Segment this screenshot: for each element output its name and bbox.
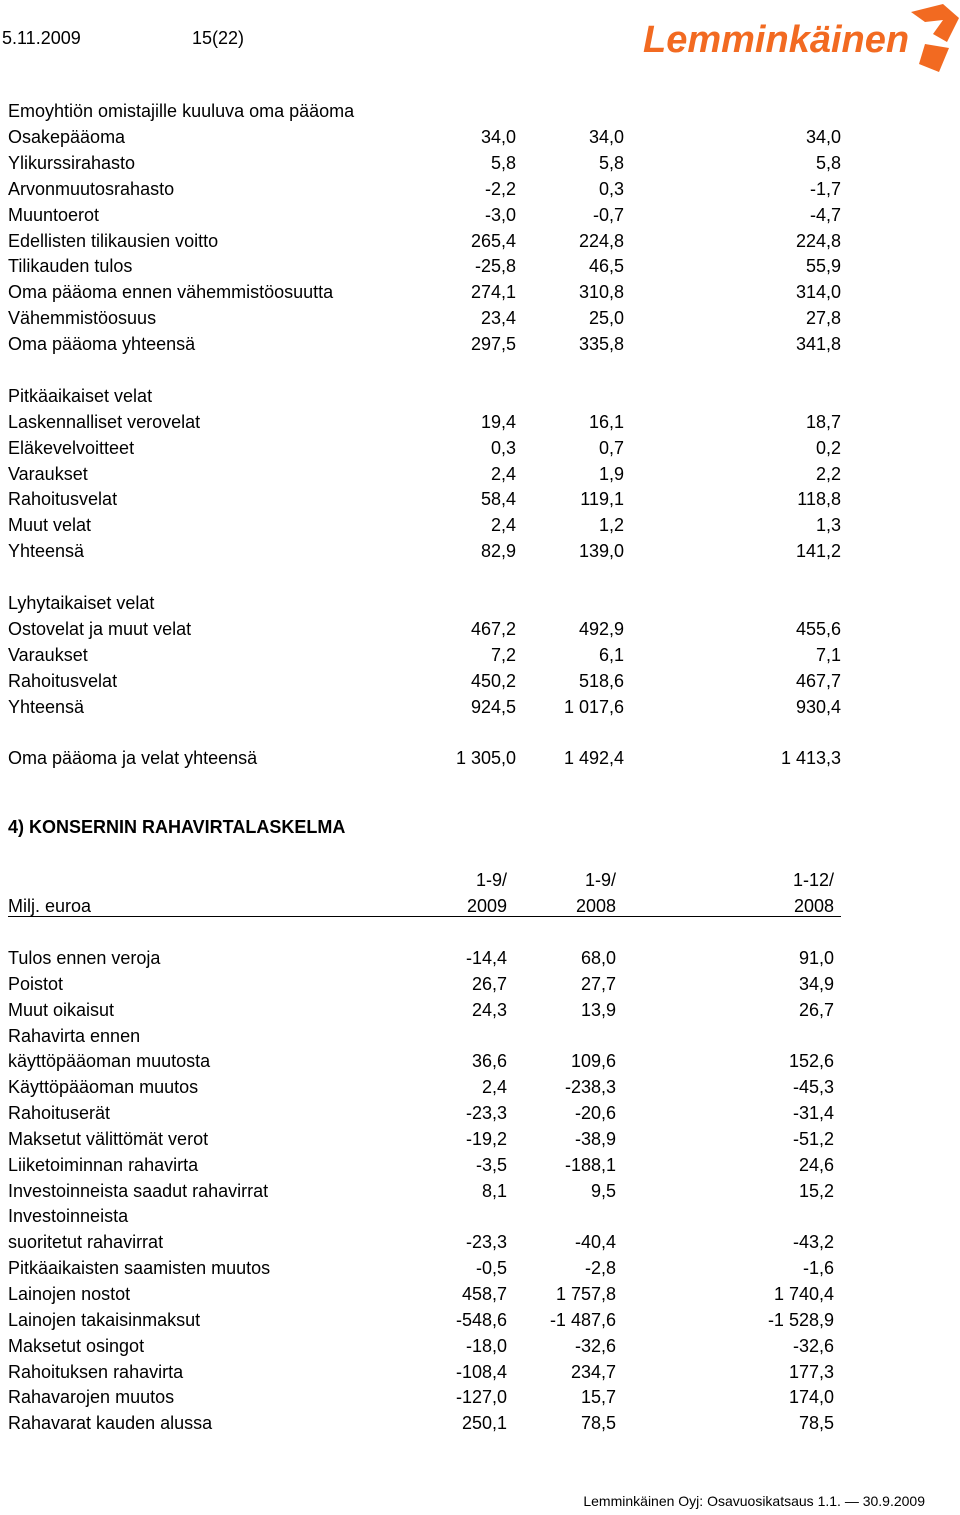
value-col-1: 8,1 [481, 1181, 507, 1201]
value-col-3: 467,7 [795, 671, 841, 691]
value-col-2: -1 487,6 [549, 1310, 616, 1330]
value-col-2: 13,9 [580, 1000, 616, 1020]
value-col-1: -0,5 [475, 1258, 507, 1278]
equity-section-title [0, 98, 960, 124]
value-col-2: 518,6 [578, 671, 624, 691]
value-col-3: 1 413,3 [780, 748, 841, 768]
value-col-3: 24,6 [798, 1155, 834, 1175]
current-row [0, 668, 960, 694]
value-col-2: 5,8 [598, 153, 624, 173]
value-col-3: 27,8 [805, 308, 841, 328]
value-col-1: 2,4 [490, 515, 516, 535]
row-label: Maksetut välittömät verot [8, 1129, 209, 1149]
row-label: Varaukset [8, 645, 88, 665]
value-col-3: 26,7 [798, 1000, 834, 1020]
header-underline [8, 916, 841, 917]
value-col-3: 314,0 [795, 282, 841, 302]
value-col-3: 118,8 [797, 489, 841, 509]
unit-label: Milj. euroa [8, 896, 92, 916]
value-col-3: 930,4 [795, 697, 841, 717]
value-col-1: -23,3 [465, 1103, 507, 1123]
value-col-1: 450,2 [470, 671, 516, 691]
value-col-2: 139,0 [578, 541, 624, 561]
row-label: Oma pääoma ennen vähemmistöosuutta [8, 282, 334, 302]
row-label: Oma pääoma yhteensä [8, 334, 196, 354]
value-col-2: -20,6 [574, 1103, 616, 1123]
value-col-1: 274,1 [470, 282, 516, 302]
value-col-3: 341,8 [795, 334, 841, 354]
value-col-3: 0,2 [815, 438, 841, 458]
value-col-2: 16,1 [588, 412, 624, 432]
value-col-1: 297,5 [470, 334, 516, 354]
row-label: Rahoitusvelat [8, 671, 118, 691]
value-col-2: -38,9 [574, 1129, 616, 1149]
row-label: Rahavarojen muutos [8, 1387, 175, 1407]
row-label: Arvonmuutosrahasto [8, 179, 175, 199]
row-label: Yhteensä [8, 541, 85, 561]
row-label: Rahavirta ennen [8, 1026, 141, 1046]
row-label: käyttöpääoman muutosta [8, 1051, 211, 1071]
cashflow-row [0, 1229, 960, 1255]
value-col-1: 26,7 [471, 974, 507, 994]
value-col-2: 310,8 [578, 282, 624, 302]
value-col-3: 1,3 [815, 515, 841, 535]
equity-row [0, 176, 960, 202]
value-col-3: -45,3 [792, 1077, 834, 1097]
row-label: Investoinneista saadut rahavirrat [8, 1181, 269, 1201]
value-col-2: -238,3 [564, 1077, 616, 1097]
value-col-1: -2,2 [484, 179, 516, 199]
value-col-1: 250,1 [461, 1413, 507, 1433]
value-col-3: 91,0 [798, 948, 834, 968]
value-col-1: 2,4 [490, 464, 516, 484]
cashflow-row [0, 1023, 960, 1049]
cashflow-row [0, 1203, 960, 1229]
value-col-1: 458,7 [461, 1284, 507, 1304]
row-label: Osakepääoma [8, 127, 126, 147]
equity-row [0, 279, 960, 305]
value-col-1: 82,9 [480, 541, 516, 561]
cashflow-row [0, 1359, 960, 1385]
value-col-3: 152,6 [788, 1051, 834, 1071]
row-label: Lainojen takaisinmaksut [8, 1310, 201, 1330]
current-section-title [0, 590, 960, 616]
cashflow-row [0, 1100, 960, 1126]
value-col-3: 224,8 [795, 231, 841, 251]
value-col-3: 34,0 [805, 127, 841, 147]
row-label: Edellisten tilikausien voitto [8, 231, 219, 251]
value-col-2: 68,0 [580, 948, 616, 968]
row-label: Rahoituserät [8, 1103, 111, 1123]
cashflow-row [0, 1281, 960, 1307]
value-col-1: -3,5 [475, 1155, 507, 1175]
row-label: Rahoituksen rahavirta [8, 1362, 184, 1382]
noncurrent-row [0, 435, 960, 461]
row-label: Oma pääoma ja velat yhteensä [8, 748, 258, 768]
row-label: Käyttöpääoman muutos [8, 1077, 199, 1097]
value-col-2: 492,9 [578, 619, 624, 639]
value-col-1: 19,4 [480, 412, 516, 432]
noncurrent-section-title [0, 383, 960, 409]
value-col-2: -2,8 [584, 1258, 616, 1278]
value-col-1: 34,0 [480, 127, 516, 147]
value-col-1: 467,2 [470, 619, 516, 639]
value-col-1: -548,6 [455, 1310, 507, 1330]
value-col-1: 924,5 [470, 697, 516, 717]
lemminkainen-logo [643, 4, 959, 76]
row-label: Varaukset [8, 464, 88, 484]
row-label: Poistot [8, 974, 64, 994]
value-col-2: 9,5 [590, 1181, 616, 1201]
value-col-1: 2,4 [481, 1077, 507, 1097]
equity-row [0, 202, 960, 228]
year-1-label: 2009 [466, 896, 507, 916]
value-col-2: 78,5 [580, 1413, 616, 1433]
cashflow-row [0, 945, 960, 971]
equity-row [0, 150, 960, 176]
row-label: Pitkäaikaisten saamisten muutos [8, 1258, 271, 1278]
value-col-2: -32,6 [574, 1336, 616, 1356]
cashflow-row [0, 997, 960, 1023]
row-label: Investoinneista [8, 1206, 129, 1226]
value-col-1: -19,2 [465, 1129, 507, 1149]
value-col-3: 18,7 [805, 412, 841, 432]
row-label: Yhteensä [8, 697, 85, 717]
value-col-1: 0,3 [490, 438, 516, 458]
value-col-3: -1,6 [802, 1258, 834, 1278]
value-col-3: 1 740,4 [773, 1284, 834, 1304]
noncurrent-row [0, 538, 960, 564]
row-label: Lainojen nostot [8, 1284, 131, 1304]
value-col-3: 55,9 [805, 256, 841, 276]
value-col-3: 2,2 [815, 464, 841, 484]
noncurrent-row [0, 461, 960, 487]
row-label: Rahoitusvelat [8, 489, 118, 509]
value-col-3: 5,8 [815, 153, 841, 173]
period-1-label: 1-9/ [475, 870, 507, 890]
current-row [0, 642, 960, 668]
report-date: 5.11.2009 [2, 28, 81, 48]
cashflow-row [0, 1152, 960, 1178]
cashflow-row [0, 1333, 960, 1359]
row-label: Muuntoerot [8, 205, 100, 225]
value-col-3: -31,4 [792, 1103, 834, 1123]
value-col-1: 36,6 [471, 1051, 507, 1071]
page-footer: Lemminkäinen Oyj: Osavuosikatsaus 1.1. — 30.9.2009 [583, 1493, 925, 1509]
cashflow-row [0, 1410, 960, 1436]
value-col-1: 1 305,0 [455, 748, 516, 768]
value-col-2: -188,1 [564, 1155, 616, 1175]
value-col-1: 7,2 [490, 645, 516, 665]
value-col-3: -1,7 [809, 179, 841, 199]
value-col-1: -18,0 [465, 1336, 507, 1356]
period-2-label: 1-9/ [584, 870, 616, 890]
equity-section-title-text: Emoyhtiön omistajille kuuluva oma pääoma [8, 101, 355, 121]
row-label: Muut velat [8, 515, 92, 535]
row-label: Laskennalliset verovelat [8, 412, 201, 432]
svg-text:Lemminkäinen: Lemminkäinen [643, 19, 910, 61]
cashflow-row [0, 1048, 960, 1074]
value-col-3: 78,5 [798, 1413, 834, 1433]
value-col-3: -51,2 [792, 1129, 834, 1149]
value-col-1: -3,0 [484, 205, 516, 225]
row-label: Tilikauden tulos [8, 256, 133, 276]
value-col-2: 1,2 [598, 515, 624, 535]
current-row [0, 694, 960, 720]
year-2-label: 2008 [575, 896, 616, 916]
period-3-label: 1-12/ [792, 870, 834, 890]
value-col-2: 335,8 [578, 334, 624, 354]
year-3-label: 2008 [793, 896, 834, 916]
value-col-1: -127,0 [455, 1387, 507, 1407]
cashflow-title: 4) KONSERNIN RAHAVIRTALASKELMA [8, 817, 346, 837]
value-col-2: 6,1 [598, 645, 624, 665]
cashflow-row [0, 971, 960, 997]
value-col-2: -40,4 [574, 1232, 616, 1252]
value-col-2: 0,3 [598, 179, 624, 199]
page-header [0, 0, 960, 80]
value-col-3: 455,6 [795, 619, 841, 639]
value-col-1: -25,8 [474, 256, 516, 276]
row-label: Maksetut osingot [8, 1336, 145, 1356]
value-col-3: -32,6 [792, 1336, 834, 1356]
equity-row [0, 305, 960, 331]
current-row [0, 616, 960, 642]
value-col-3: -4,7 [809, 205, 841, 225]
value-col-3: 174,0 [788, 1387, 834, 1407]
value-col-3: 141,2 [795, 541, 841, 561]
value-col-1: -108,4 [455, 1362, 507, 1382]
value-col-2: 1 492,4 [563, 748, 624, 768]
value-col-1: -23,3 [465, 1232, 507, 1252]
value-col-2: 1,9 [598, 464, 624, 484]
cashflow-row [0, 1384, 960, 1410]
row-label: Liiketoiminnan rahavirta [8, 1155, 199, 1175]
value-col-1: 5,8 [490, 153, 516, 173]
value-col-3: -1 528,9 [767, 1310, 834, 1330]
row-label: Eläkevelvoitteet [8, 438, 135, 458]
noncurrent-row [0, 409, 960, 435]
value-col-2: 25,0 [588, 308, 624, 328]
row-label: Ostovelat ja muut velat [8, 619, 192, 639]
equity-row [0, 331, 960, 357]
grand-total-row [0, 745, 960, 771]
value-col-2: -0,7 [592, 205, 624, 225]
cashflow-row [0, 1074, 960, 1100]
value-col-3: 34,9 [798, 974, 834, 994]
cashflow-row [0, 1178, 960, 1204]
page-number: 15(22) [192, 28, 245, 48]
row-label: Muut oikaisut [8, 1000, 115, 1020]
value-col-2: 34,0 [588, 127, 624, 147]
value-col-2: 27,7 [580, 974, 616, 994]
noncurrent-section-title-text: Pitkäaikaiset velat [8, 386, 153, 406]
row-label: Vähemmistöosuus [8, 308, 157, 328]
value-col-1: 23,4 [480, 308, 516, 328]
value-col-3: 177,3 [788, 1362, 834, 1382]
value-col-2: 109,6 [570, 1051, 616, 1071]
cashflow-row [0, 1126, 960, 1152]
noncurrent-row [0, 512, 960, 538]
value-col-2: 119,1 [580, 489, 624, 509]
equity-row [0, 228, 960, 254]
value-col-3: -43,2 [792, 1232, 834, 1252]
value-col-2: 1 757,8 [555, 1284, 616, 1304]
noncurrent-row [0, 486, 960, 512]
value-col-2: 46,5 [588, 256, 624, 276]
value-col-2: 224,8 [578, 231, 624, 251]
equity-row [0, 253, 960, 279]
value-col-3: 7,1 [815, 645, 841, 665]
cashflow-row [0, 1255, 960, 1281]
row-label: Rahavarat kauden alussa [8, 1413, 213, 1433]
value-col-1: -14,4 [465, 948, 507, 968]
value-col-1: 24,3 [471, 1000, 507, 1020]
value-col-1: 58,4 [480, 489, 516, 509]
cashflow-row [0, 1307, 960, 1333]
row-label: Tulos ennen veroja [8, 948, 161, 968]
cashflow-header-periods [0, 867, 960, 893]
value-col-2: 1 017,6 [563, 697, 624, 717]
value-col-2: 15,7 [580, 1387, 616, 1407]
value-col-1: 265,4 [470, 231, 516, 251]
equity-row [0, 124, 960, 150]
row-label: suoritetut rahavirrat [8, 1232, 164, 1252]
value-col-3: 15,2 [798, 1181, 834, 1201]
current-section-title-text: Lyhytaikaiset velat [8, 593, 155, 613]
value-col-2: 234,7 [570, 1362, 616, 1382]
value-col-2: 0,7 [598, 438, 624, 458]
row-label: Ylikurssirahasto [8, 153, 136, 173]
